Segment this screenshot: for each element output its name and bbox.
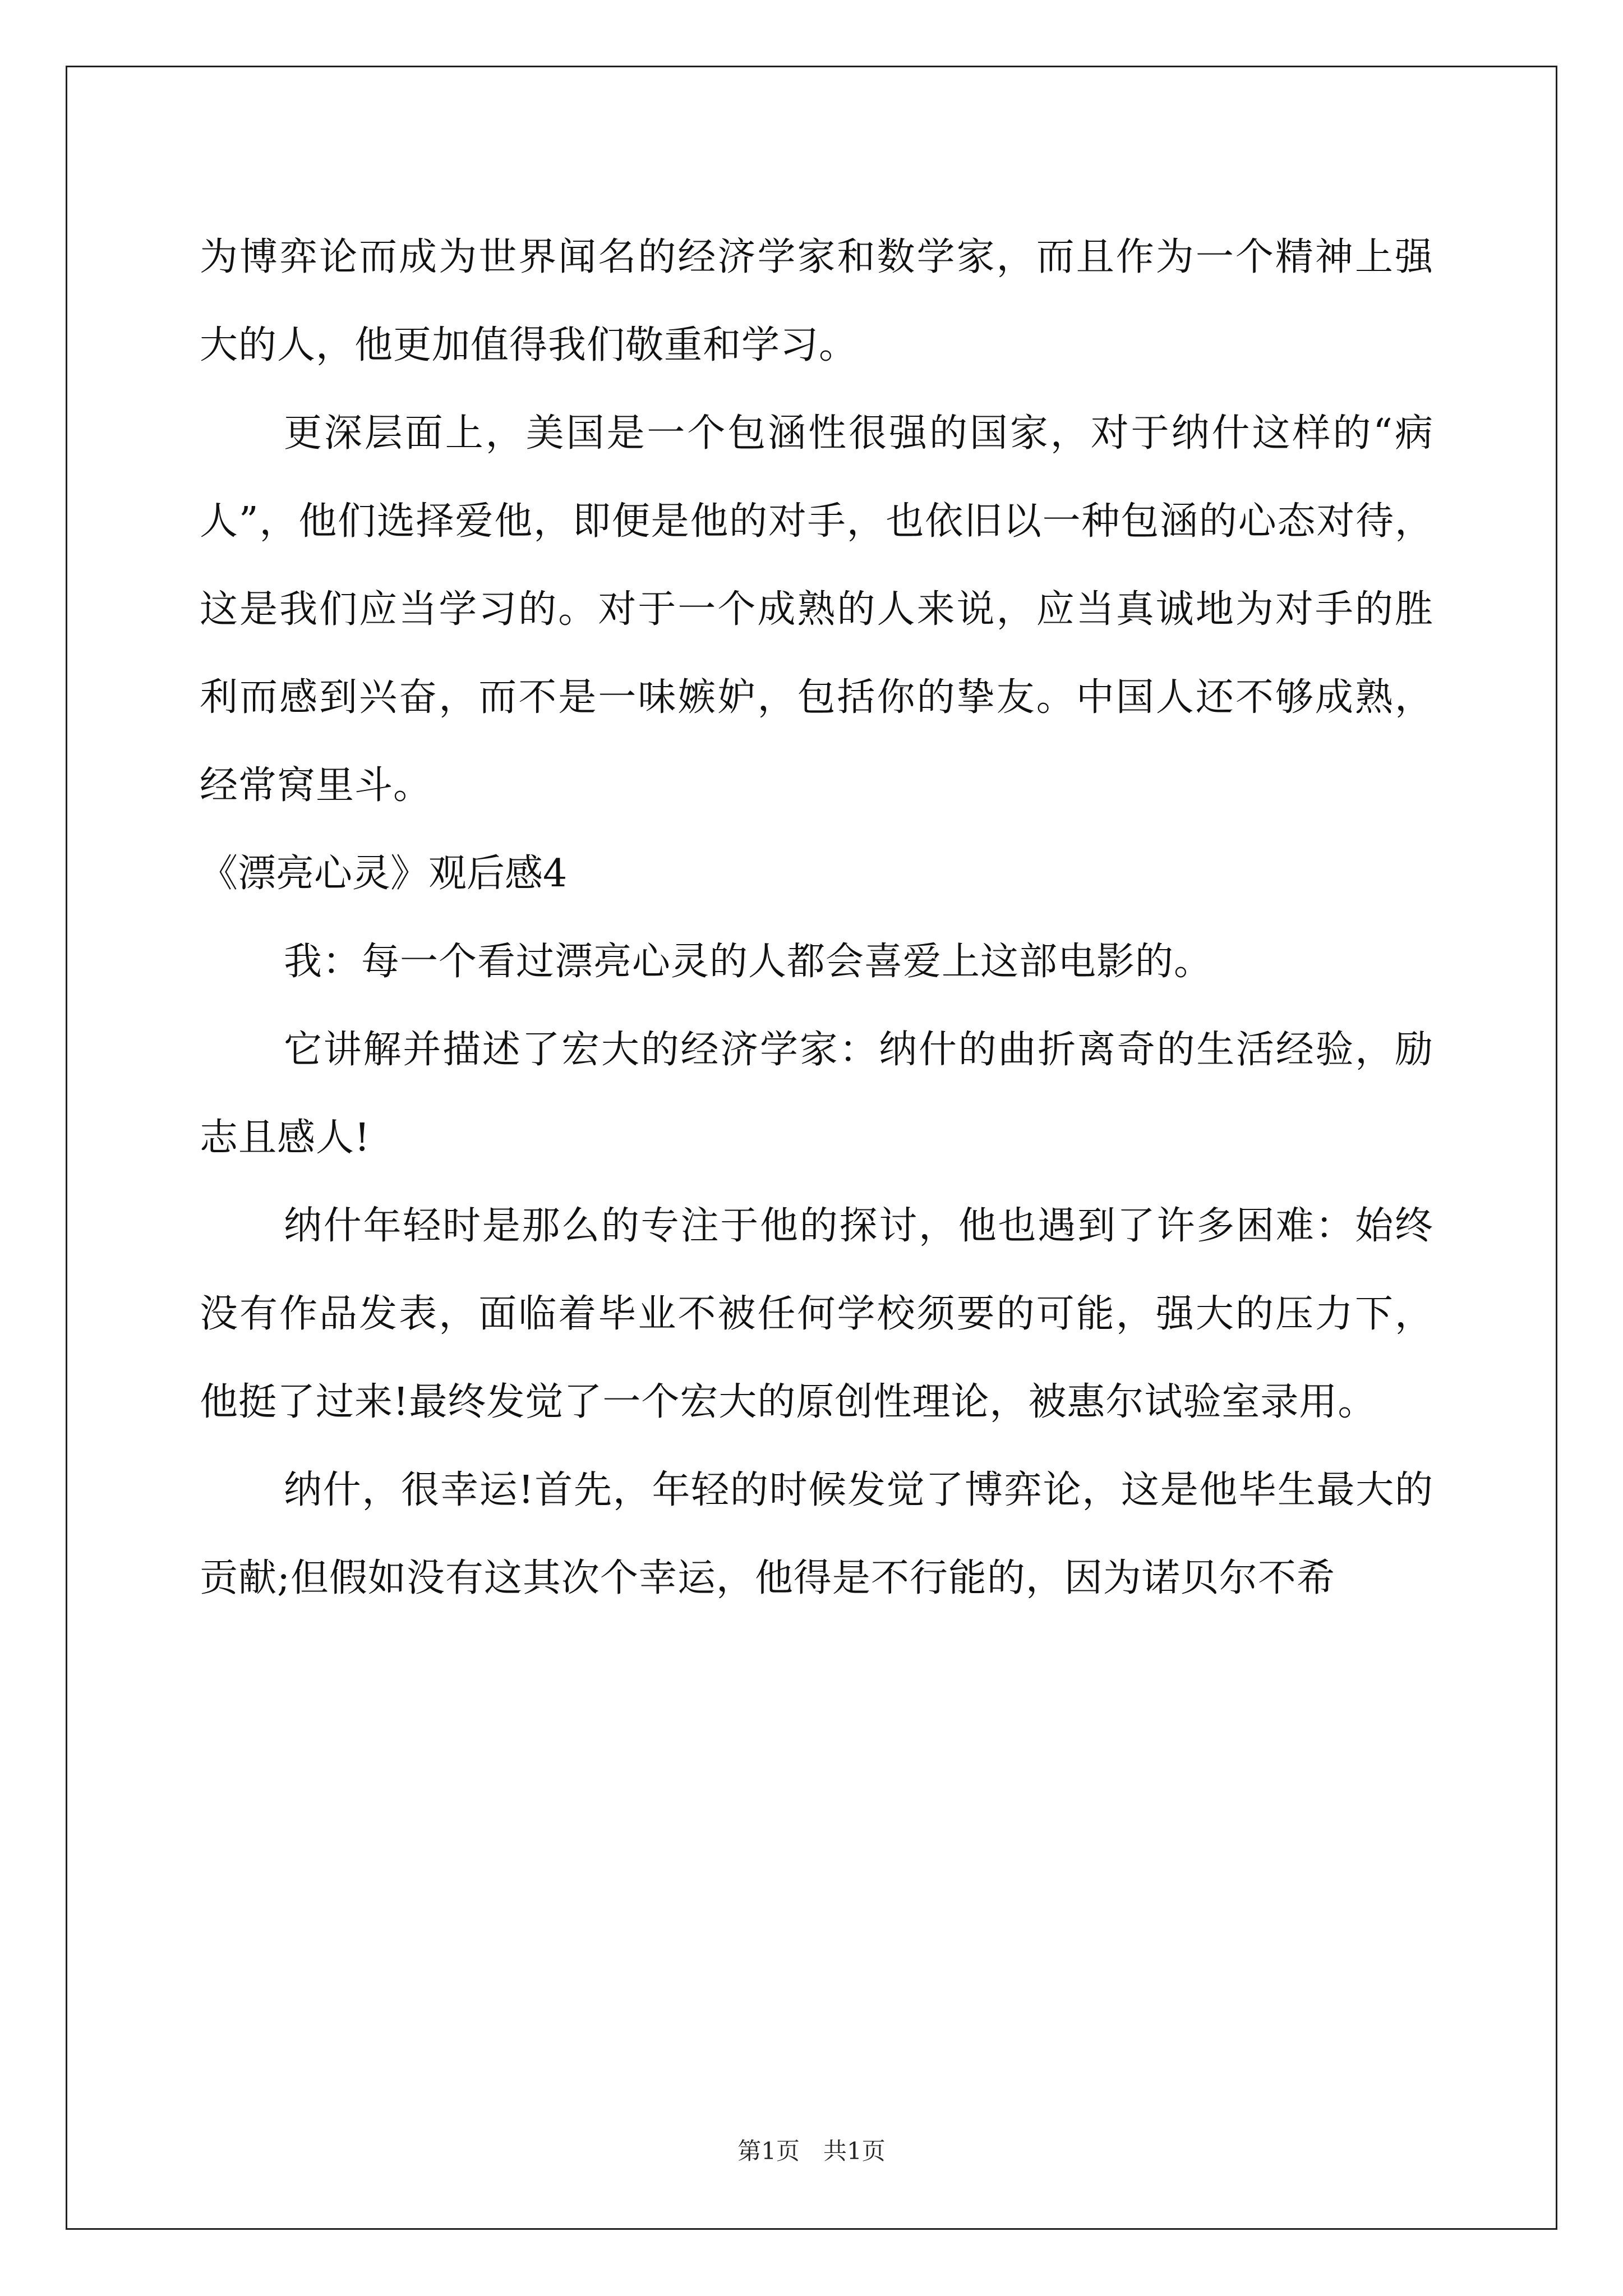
paragraph: 为博弈论而成为世界闻名的经济学家和数学家，而且作为一个精神上强大的人，他更加值得我们敬重和学习。 <box>200 235 1433 367</box>
paragraph: 纳什年轻时是那么的专注于他的探讨，他也遇到了许多困难：始终没有作品发表，面临着毕业不被任何学校须要的可能，强大的压力下，他挺了过来!最终发觉了一个宏大的原创性理论，被惠尔试验室录用。 <box>200 1204 1433 1424</box>
paragraph: 纳什，很幸运!首先，年轻的时候发觉了博弈论，这是他毕生最大的贡献;但假如没有这其次个幸运，他得是不行能的，因为诺贝尔不希 <box>200 1468 1433 1600</box>
paragraph: 它讲解并描述了宏大的经济学家：纳什的曲折离奇的生活经验，励志且感人! <box>200 1028 1433 1160</box>
paragraph: 更深层面上，美国是一个包涵性很强的国家，对于纳什这样的“病人”，他们选择爱他，即便是他的对手，也依旧以一种包涵的心态对待，这是我们应当学习的。对于一个成熟的人来说，应当真诚地为对手的胜利而感到兴奋，而不是一味嫉妒，包括你的挚友。中国人还不够成熟，经常窝里斗。 <box>200 411 1433 808</box>
section-title: 《漂亮心灵》观后感4 <box>200 852 568 896</box>
page-number: 第1页 共1页 <box>737 2137 886 2165</box>
document-body <box>200 213 1433 1622</box>
paragraph: 我：每一个看过漂亮心灵的人都会喜爱上这部电影的。 <box>284 940 1213 984</box>
